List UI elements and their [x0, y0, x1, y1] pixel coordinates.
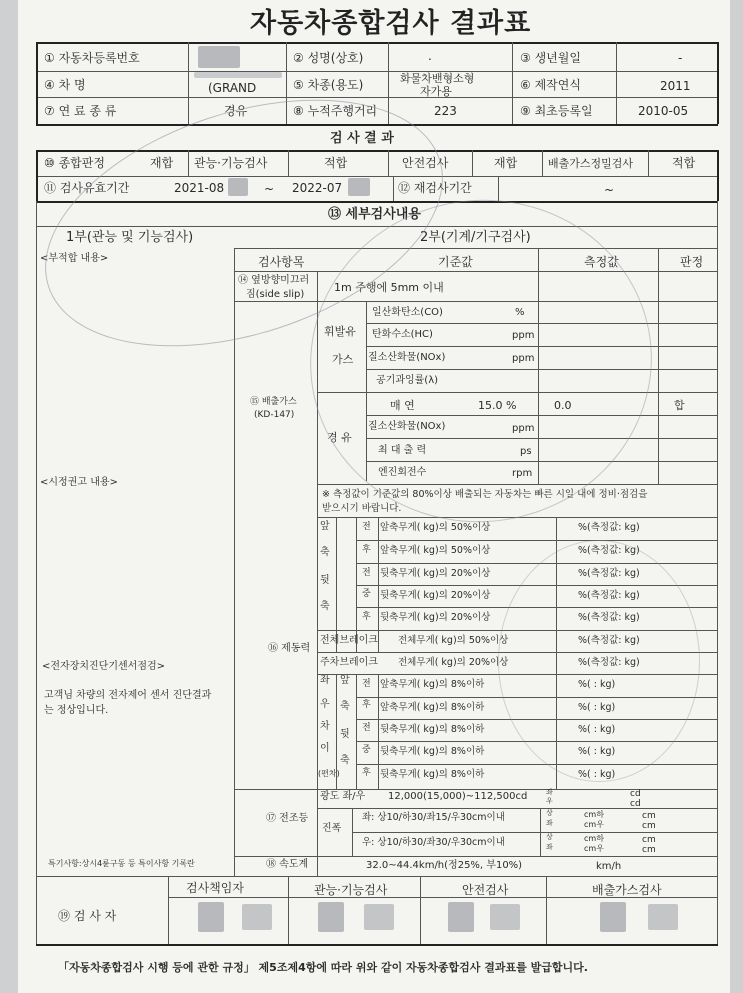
brake-front-label: 앞: [320, 521, 330, 532]
speedometer-unit: km/h: [596, 861, 622, 872]
aim-right-cm-a: cm: [642, 835, 656, 845]
aim-right-lr: 좌: [546, 843, 553, 851]
nonconformity-heading: <부적합 내용>: [40, 253, 109, 264]
headlamp-label: ⑰ 전조등: [266, 813, 309, 824]
aim-left-lr: 좌: [546, 819, 553, 827]
inspector-safety-label: 안전검사: [462, 883, 509, 897]
recommendation-heading: <시정권고 내용>: [40, 477, 118, 488]
part2-title: 2부(기계/기구검사): [420, 230, 531, 245]
birth-date-label: ③ 생년월일: [520, 51, 581, 65]
nox-unit: ppm: [512, 353, 535, 364]
emission-label-line1: ⑮ 배출가스: [250, 397, 297, 407]
document-title: 자동차종합검사 결과표: [250, 8, 532, 39]
brake-row-measured: %( : kg): [578, 746, 616, 757]
smoke-judgement: 합: [674, 399, 685, 412]
engine-rpm-unit: rpm: [512, 468, 533, 479]
redacted-inspector-functional: [318, 902, 344, 932]
emission-precision-label: 배출가스정밀검사: [548, 157, 634, 170]
redacted-inspector-head: [198, 902, 224, 932]
vehicle-type-label: ⑤ 차종(용도): [293, 78, 364, 92]
detail-section-title: ⑬ 세부검사내용: [328, 207, 421, 222]
co-unit: %: [515, 307, 525, 318]
brake-parking-label: 주차브레이크: [320, 657, 378, 668]
mileage-label: ⑧ 누적주행거리: [293, 104, 378, 118]
speedometer-label: ⑱ 속도계: [266, 859, 309, 870]
emission-label-line2: (KD-147): [254, 410, 295, 420]
deviation-label-2: 우: [320, 699, 330, 710]
redacted-model-name: [194, 72, 282, 78]
nox-label: 질소산화물(NOx): [368, 352, 446, 363]
pos-rear-3: 후: [362, 700, 371, 710]
model-year-value: 2011: [660, 79, 691, 93]
brake-force-label: ⑯ 제동력: [268, 643, 311, 654]
brake-row-measured: %(측정값: kg): [578, 568, 640, 579]
brake-row-measured: %( : kg): [578, 702, 616, 713]
column-measured-value: 측정값: [584, 255, 619, 269]
result-section-title: 검 사 결 과: [330, 131, 394, 146]
brake-row-measured: %( : kg): [578, 769, 616, 780]
inspector-label: ⑲ 검 사 자: [58, 909, 117, 923]
aim-left-cm-b: cm: [642, 821, 656, 831]
brake-row-measured: %(측정값: kg): [578, 545, 640, 556]
speedometer-standard: 32.0~44.4km/h(정25%, 부10%): [366, 860, 523, 871]
emission-warning-note-line2: 받으시기 바랍니다.: [322, 503, 402, 514]
redacted-inspector-head-sign: [242, 904, 272, 930]
electronic-sensor-text-line1: 고객님 차량의 전자제어 센서 진단결과: [44, 690, 212, 701]
pos-front-3: 전: [362, 679, 371, 689]
intensity-unit-left: cd: [630, 789, 641, 799]
intensity-standard: 12,000(15,000)~112,500cd: [388, 791, 528, 802]
vehicle-type-value-line1: 화물차밴형소형: [400, 72, 475, 85]
brake-total-label: 전체브레이크: [320, 635, 378, 646]
vehicle-model-label: ④ 차 명: [44, 78, 86, 92]
dev-rear-axle-label: 축: [340, 755, 350, 766]
dev-front-label: 앞: [340, 675, 350, 686]
brake-row-standard: 뒷축무게( kg)의 20%이상: [380, 590, 491, 601]
max-power-label: 최 대 출 력: [378, 445, 427, 456]
redacted-inspector-emission: [600, 902, 626, 932]
deviation-label-4: 이: [320, 743, 330, 754]
inspector-head-label: 검사책임자: [186, 881, 244, 895]
inspector-functional-label: 관능·기능검사: [314, 883, 388, 897]
vehicle-type-value-line2: 자가용: [420, 85, 452, 98]
brake-rear-label: 뒷: [320, 575, 330, 586]
hc-label: 탄화수소(HC): [372, 329, 433, 340]
diesel-nox-unit: ppm: [512, 423, 535, 434]
footer-statement: 「자동차종합검사 시행 등에 관한 규정」 제5조제4항에 따라 위와 같이 자동차종합검사 결과표를 발급합니다.: [58, 961, 588, 974]
aim-left-up: 상: [546, 809, 553, 817]
pos-front-2: 전: [362, 568, 371, 578]
pos-mid-2: 중: [362, 745, 371, 755]
safety-inspection-value: 재합: [494, 156, 518, 170]
pos-rear-1: 후: [362, 545, 371, 555]
diesel-nox-label: 질소산화물(NOx): [368, 421, 446, 432]
intensity-lr-left: 좌: [546, 788, 553, 796]
brake-row-standard: 전체무게( kg)의 50%이상: [398, 635, 509, 646]
stamp-ring-bottom: [498, 540, 700, 782]
dev-rear-label: 뒷: [340, 729, 350, 740]
redacted-inspector-safety: [448, 902, 474, 932]
model-year-label: ⑥ 제작연식: [520, 78, 581, 92]
pos-front-1: 전: [362, 522, 371, 532]
aim-right-cm-right: cm우: [584, 844, 604, 853]
dev-front-axle-label: 축: [340, 701, 350, 712]
brake-row-measured: %(측정값: kg): [578, 590, 640, 601]
brake-row-standard: 뒷축무게( kg)의 8%이하: [380, 746, 485, 757]
aim-left-cm-down: cm하: [584, 810, 604, 819]
brake-row-measured: %(측정값: kg): [578, 635, 640, 646]
brake-front-axle-label: 축: [320, 547, 330, 558]
deviation-label-3: 차: [320, 721, 330, 732]
inspector-emission-label: 배출가스검사: [592, 883, 662, 897]
emission-warning-note-line1: ※ 측정값이 기준값의 80%이상 배출되는 자동차는 빠른 시일 내에 정비·점검을: [322, 489, 648, 500]
pos-front-4: 전: [362, 723, 371, 733]
safety-inspection-label: 안전검사: [402, 156, 449, 170]
aim-left-cm-a: cm: [642, 811, 656, 821]
brake-rear-axle-label: 축: [320, 601, 330, 612]
validity-tilde: ~: [264, 182, 275, 196]
validity-to: 2022-07: [292, 181, 343, 195]
validity-from: 2021-08: [174, 181, 225, 195]
gasoline-gas-label-line2: 가스: [332, 353, 354, 366]
functional-inspection-label: 관능·기능검사: [194, 156, 268, 170]
brake-row-standard: 앞축무게( kg)의 50%이상: [380, 522, 491, 533]
intensity-lr-right: 우: [546, 797, 553, 805]
smoke-measured: 0.0: [554, 399, 572, 412]
brake-row-standard: 앞축무게( kg)의 50%이상: [380, 545, 491, 556]
owner-name-label: ② 성명(상호): [293, 51, 364, 65]
part1-title: 1부(관능 및 기능검사): [66, 230, 194, 245]
brake-row-standard: 앞축무게( kg)의 8%이하: [380, 679, 485, 690]
aim-right-cm-down: cm하: [584, 834, 604, 843]
birth-date-value: -: [678, 51, 683, 65]
aim-right-up: 상: [546, 833, 553, 841]
smoke-label: 매 연: [390, 399, 415, 412]
side-slip-label-line1: ⑭ 옆방향미끄러: [238, 275, 310, 286]
brake-row-standard: 뒷축무게( kg)의 8%이하: [380, 769, 485, 780]
co-label: 일산화탄소(CO): [372, 307, 443, 318]
deviation-label-1: 좌: [320, 675, 330, 686]
engine-rpm-label: 엔진회전수: [378, 467, 427, 478]
special-note-field: 특기사항:상시4륜구동 등 특이사항 기록란: [48, 859, 195, 868]
gasoline-gas-label-line1: 휘발유: [324, 325, 356, 338]
validity-period-label: ⑪ 검사유효기간: [44, 181, 130, 195]
first-registration-value: 2010-05: [638, 104, 689, 118]
column-standard-value: 기준값: [438, 255, 473, 269]
brake-row-measured: %(측정값: kg): [578, 522, 640, 533]
redacted-inspector-functional-sign: [364, 904, 394, 930]
brake-row-divider: [356, 764, 718, 765]
functional-inspection-value: 적합: [324, 156, 348, 170]
column-inspection-item: 검사항목: [258, 255, 305, 269]
smoke-standard: 15.0 %: [478, 399, 517, 412]
column-judgement: 판정: [680, 255, 704, 269]
overall-judgement-value: 재합: [150, 156, 174, 170]
aim-label: 진폭: [322, 823, 342, 834]
pos-rear-4: 후: [362, 768, 371, 778]
owner-name-value: .: [428, 49, 432, 63]
intensity-unit-right: cd: [630, 799, 641, 809]
diesel-label: 경 유: [327, 431, 352, 444]
air-excess-ratio-label: 공기과잉률(λ): [376, 375, 439, 386]
brake-row-divider: [356, 517, 718, 518]
reinspection-period-label: ⑫ 재검사기간: [398, 181, 472, 195]
brake-row-measured: %( : kg): [578, 724, 616, 735]
mileage-value: 223: [434, 104, 457, 118]
pos-mid-1: 중: [362, 589, 371, 599]
brake-row-standard: 뒷축무게( kg)의 20%이상: [380, 568, 491, 579]
brake-row-standard: 앞축무게( kg)의 8%이하: [380, 702, 485, 713]
electronic-sensor-heading: <전자장치진단기센서점검>: [42, 661, 166, 672]
brake-row-measured: %( : kg): [578, 679, 616, 690]
brake-row-standard: 뒷축무게( kg)의 8%이하: [380, 724, 485, 735]
fuel-type-label: ⑦ 연 료 종 류: [44, 104, 117, 118]
vehicle-reg-number-label: ① 자동차등록번호: [44, 51, 140, 65]
intensity-label: 광도 좌/우: [320, 791, 366, 802]
side-slip-standard: 1m 주행에 5mm 이내: [334, 281, 444, 294]
redacted-reg-number: [198, 46, 240, 68]
aim-right-cm-b: cm: [642, 845, 656, 855]
brake-row-measured: %(측정값: kg): [578, 612, 640, 623]
redacted-inspector-emission-sign: [648, 904, 678, 930]
brake-row-standard: 뒷축무게( kg)의 20%이상: [380, 612, 491, 623]
reinspection-period-value: ~: [604, 183, 615, 197]
max-power-unit: ps: [520, 446, 532, 457]
overall-judgement-label: ⑩ 종합판정: [44, 156, 105, 170]
brake-row-standard: 전체무게( kg)의 20%이상: [398, 657, 509, 668]
first-registration-label: ⑨ 최초등록일: [520, 104, 593, 118]
inspection-report-sheet: [18, 0, 730, 993]
vehicle-model-value: (GRAND: [208, 81, 257, 95]
pos-rear-2: 후: [362, 612, 371, 622]
brake-row-measured: %(측정값: kg): [578, 657, 640, 668]
aim-left-cm-right: cm우: [584, 820, 604, 829]
aim-left-standard: 좌: 상10/하30/좌15/우30cm이내: [362, 812, 505, 823]
redacted-inspector-safety-sign: [490, 904, 520, 930]
aim-right-standard: 우: 상10/하30/좌30/우30cm이내: [362, 837, 505, 848]
emission-precision-value: 적합: [672, 156, 696, 170]
side-slip-label-line2: 짐(side slip): [246, 289, 305, 300]
brake-row-divider: [356, 540, 718, 541]
hc-unit: ppm: [512, 330, 535, 341]
fuel-type-value: 경유: [224, 104, 248, 118]
deviation-label-5: (편차): [318, 769, 340, 778]
electronic-sensor-text-line2: 는 정상입니다.: [44, 705, 109, 716]
